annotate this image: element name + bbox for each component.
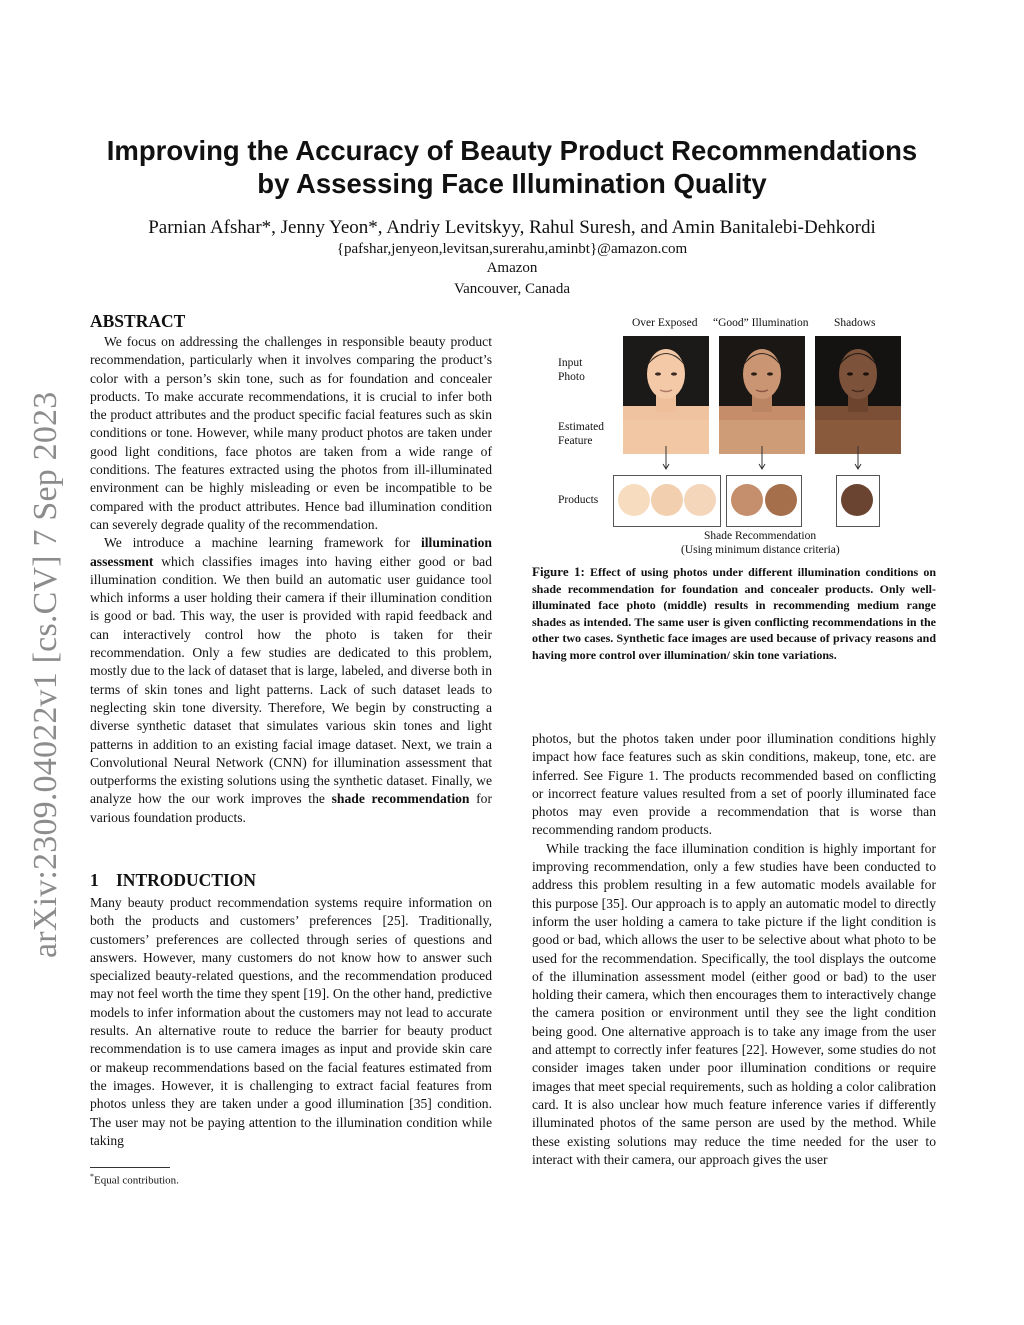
row-label-estimated-feature [558, 420, 604, 448]
abstract-paragraph-1: We focus on addressing the challenges in responsible beauty product recommendation, particularly when it involves comparing the product’s color with a person’s skin tone, such as for foundation and concealer products. To make accurate recommendations, it is crucial to infer both the product attributes and the product specific facial features such as skin conditions or tone. However, while many product photos are taken under good light conditions, face photos are taken from a wide range of conditions. The features extracted using the photos from ill-illuminated environment can be highly misleading or even be incompatible to be compared with the product attributes. Hence bad illumination condition can severely degrade quality of the recommendation. [90, 334, 492, 532]
section-title: INTRODUCTION [116, 870, 257, 890]
abstract-text: which classifies images into having either good or bad illumination condition. We then build an automatic user guidance tool which informs a user holding their camera if their illumination condition is good or bad. This way, the user is provided with rapid feedback and can interactively control how the photo is taken for their recommendation. Only a few studies are dedicated to this problem, mostly due to the lack of dataset that is large, labeled, and diverse both in terms of skin tones and light patterns. Lack of such dataset leads to neglecting skin tone diversity. Therefore, We begin by constructing a diverse synthetic dataset that simulates various skin tones and light patterns in addition to an existing facial image dataset. Next, we train a Convolutional Neural Network (CNN) for illumination assessment that outperforms the existing solutions using the synthetic dataset. Finally, we analyze how the our work improves the [90, 553, 492, 807]
author-list: Parnian Afshar*, Jenny Yeon*, Andriy Levitskyy, Rahul Suresh, and Amin Banitalebi-Dehkordi [148, 217, 876, 238]
products-shadows [836, 475, 880, 527]
introduction-heading [90, 870, 256, 891]
face-photo-over-exposed [623, 336, 709, 422]
location: Vancouver, Canada [453, 281, 570, 297]
abstract-heading: ABSTRACT [90, 311, 186, 331]
footnote-mark: * [90, 1172, 94, 1181]
intro-paragraph-1: Many beauty product recommendation systems require information on both the products and customers’ preferences [25]. Traditionally, customers’ preferences are collected through series of questions and answers. However, many customers do not know how to answer such specialized beauty-related questions, and the recommendation produced may not feel worth the time they spent [19]. On the other hand, predictive models to infer information about the customers may not lead to accurate results. An alternative route to reduce the barrier for beauty product recommendation is to use camera images as input and provide skin care or makeup recommendations based on the facial features estimated from the images. However, it is challenging to extract facial features from photos unless they are taken under a good illumination [35] condition. The user may not be paying attention to the illumination condition while taking [90, 895, 492, 1148]
col-label-shadows: Shadows [834, 317, 876, 329]
abstract-text: We introduce a machine learning framework for [104, 535, 421, 551]
row-label-input-photo [558, 356, 585, 384]
right-paragraph-1: photos, but the photos taken under poor illumination conditions highly impact how face features such as skin conditions, makeup, tone, etc. are inferred. See Figure 1. The products recommended based on conflicting or incorrect feature values resulted from a set of poorly illuminated face photos may even provide a recommendation that is worse than recommending random products. [532, 731, 936, 838]
figure-1 [550, 310, 950, 560]
shade-recommendation-subtitle: (Using minimum distance criteria) [681, 544, 840, 556]
row-label-line: Photo [558, 371, 585, 383]
affiliation: Amazon [486, 260, 538, 276]
face-photo-good-illumination [719, 336, 805, 422]
products-good [726, 475, 802, 527]
abstract-emphasis: shade recommendation [331, 791, 470, 807]
down-arrow-icon [854, 446, 862, 470]
col-label-good: “Good” Illumination [713, 317, 809, 329]
face-photo-shadows [815, 336, 901, 422]
row-label-line: Feature [558, 435, 593, 447]
product-swatch [651, 484, 683, 516]
product-swatch [618, 484, 650, 516]
section-number: 1 [90, 870, 99, 890]
down-arrow-icon [758, 446, 766, 470]
product-swatch [731, 484, 763, 516]
abstract-paragraph-2 [90, 534, 492, 827]
figure-1-caption [532, 564, 936, 663]
shade-recommendation-title: Shade Recommendation [704, 530, 817, 542]
row-label-products: Products [558, 494, 599, 506]
product-swatch [841, 484, 873, 516]
right-paragraph-2: While tracking the face illumination condition is highly important for improving recommendation, only a few studies have been conducted to address this problem resulting in a few automatic models available for this purpose [35]. Our approach is to apply an automatic model to directly inform the user holding a camera to take picture if the light condition is good or bad, which allows the user to be selective about what photo to be used for the recommendation. Specifically, the tool displays the outcome of the illumination assessment model (either good or bad) to the user holding their camera, which then encourages them to interactively change the camera position or environment until they see the light condition being good. One alternative approach is to take any image from the user and attempt to correctly infer features [22]. However, some studies do not consider images taken under poor illumination conditions or require images that meet special requirements, such as holding a color calibration card. It is also unclear how much feature inference varies if differently illuminated photos of the same person are used by the method. While these existing solutions may reduce the time needed for the user to interact with their camera, our approach gives the user [532, 840, 936, 1167]
title-line-2: by Assessing Face Illumination Quality [257, 168, 767, 199]
down-arrow-icon [662, 446, 670, 470]
products-over-exposed [613, 475, 721, 527]
footnote-rule [90, 1167, 170, 1168]
paper-title [60, 134, 964, 200]
caption-text: Effect of using photos under different illumination conditions on shade recommendation for foundation and concealer products. Only well-illuminated face photo (middle) results in recommending medium range shades as intended. The same user is given conflicting recommendations in the other two cases. Synthetic face images are used because of privacy reasons and having more control over illumination/ skin tone variations. [532, 565, 936, 662]
abstract-emphasis: illumination assessment [90, 535, 492, 569]
abstract-body [90, 333, 492, 827]
arxiv-identifier: arXiv:2309.04022v1 [cs.CV] 7 Sep 2023 [27, 391, 64, 958]
row-label-line: Estimated [558, 421, 604, 433]
caption-label: Figure 1: [532, 564, 585, 579]
footnote-text: Equal contribution. [94, 1174, 179, 1187]
product-swatch [765, 484, 797, 516]
footnote [90, 1172, 179, 1187]
right-column-body [532, 730, 936, 1169]
col-label-over-exposed: Over Exposed [632, 317, 698, 329]
introduction-body [90, 894, 492, 1150]
row-label-line: Input [558, 357, 583, 369]
abstract-text: for various foundation products. [90, 791, 492, 825]
title-line-1: Improving the Accuracy of Beauty Product Recommendations [106, 135, 918, 166]
author-emails: {pafshar,jenyeon,levitsan,surerahu,aminbt}@amazon.com [336, 241, 688, 257]
product-swatch [684, 484, 716, 516]
